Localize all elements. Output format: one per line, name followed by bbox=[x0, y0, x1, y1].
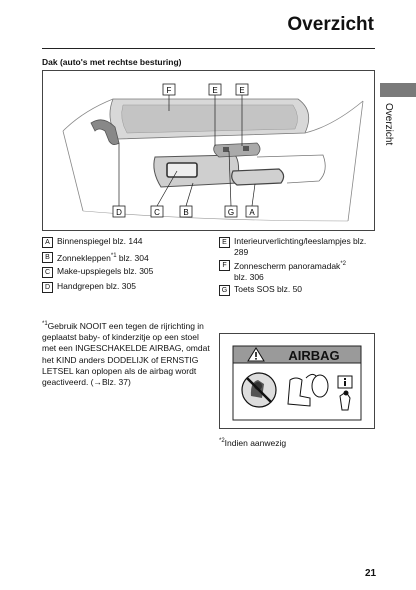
item-letter: B bbox=[42, 252, 53, 263]
list-item bbox=[42, 281, 136, 293]
svg-text:E: E bbox=[239, 86, 245, 95]
item-text: Handgrepen blz. 305 bbox=[57, 281, 136, 291]
item-text: Zonnescherm panoramadak bbox=[234, 260, 341, 271]
callout-g bbox=[225, 206, 237, 217]
svg-text:C: C bbox=[154, 208, 160, 217]
callout-d bbox=[113, 206, 125, 217]
item-letter: F bbox=[219, 260, 230, 271]
svg-text:F: F bbox=[166, 86, 172, 95]
side-tab-marker bbox=[380, 83, 416, 97]
item-text: Interieurverlichting/leeslampjes blz. 289 bbox=[234, 236, 367, 257]
callout-a bbox=[246, 206, 258, 217]
footnote-text: Gebruik NOOIT een tegen de rijrichting in geplaatst baby- of kinderzitje op een stoel met een INGESCHAKELDE AIRBAG, omdat het KIND anders DODELIJK of ERNSTIG LETSEL kan oplopen als de airbag wordt geactiveerd. (→Blz. 37) bbox=[42, 320, 210, 388]
callout-e-2 bbox=[236, 84, 248, 95]
list-item bbox=[42, 266, 153, 278]
item-text: Make-upspiegels blz. 305 bbox=[57, 266, 154, 276]
svg-text:E: E bbox=[212, 86, 218, 95]
page-title: Overzicht bbox=[287, 14, 374, 35]
footnote-airbag-warning bbox=[42, 319, 212, 389]
roof-illustration bbox=[42, 70, 375, 231]
footnote-ref: *1 bbox=[110, 253, 117, 259]
item-letter: D bbox=[42, 282, 53, 293]
item-text-page: blz. 304 bbox=[116, 252, 149, 263]
item-text: Binnenspiegel blz. 144 bbox=[57, 236, 143, 246]
side-tab-label: Overzicht bbox=[383, 103, 394, 146]
footnote-ref: *2 bbox=[340, 261, 346, 267]
list-item bbox=[219, 259, 369, 283]
footnote-optional bbox=[219, 438, 286, 448]
list-item bbox=[42, 251, 149, 264]
roof-interior-drawing bbox=[43, 71, 374, 230]
list-item bbox=[219, 284, 302, 296]
callout-e-1 bbox=[209, 84, 221, 95]
airbag-label-figure bbox=[219, 333, 375, 429]
svg-text:D: D bbox=[116, 208, 122, 217]
callout-b bbox=[180, 206, 192, 217]
item-letter: A bbox=[42, 237, 53, 248]
airbag-title: AIRBAG bbox=[288, 348, 340, 363]
footnote-text: Indien aanwezig bbox=[224, 438, 287, 448]
header-rule bbox=[42, 48, 375, 49]
footnote-marker: *2 bbox=[219, 438, 225, 445]
list-item bbox=[219, 236, 369, 258]
list-item bbox=[42, 236, 143, 248]
callout-c bbox=[151, 206, 163, 217]
footnote-marker: *1 bbox=[42, 321, 48, 327]
section-subtitle: Dak (auto's met rechtse besturing) bbox=[42, 57, 182, 67]
item-letter: C bbox=[42, 267, 53, 278]
airbag-warning-label bbox=[220, 334, 374, 428]
callout-f bbox=[163, 84, 175, 95]
item-letter: G bbox=[219, 285, 230, 296]
svg-text:G: G bbox=[227, 208, 235, 217]
page-number: 21 bbox=[365, 568, 377, 579]
item-text: Toets SOS blz. 50 bbox=[234, 284, 303, 294]
no-rear-facing-seat-icon bbox=[242, 373, 276, 407]
item-letter: E bbox=[219, 237, 230, 248]
item-text: Zonnekleppen bbox=[57, 252, 111, 263]
item-text-page: blz. 306 bbox=[234, 271, 264, 282]
svg-text:A: A bbox=[249, 208, 255, 217]
svg-text:B: B bbox=[183, 208, 189, 217]
